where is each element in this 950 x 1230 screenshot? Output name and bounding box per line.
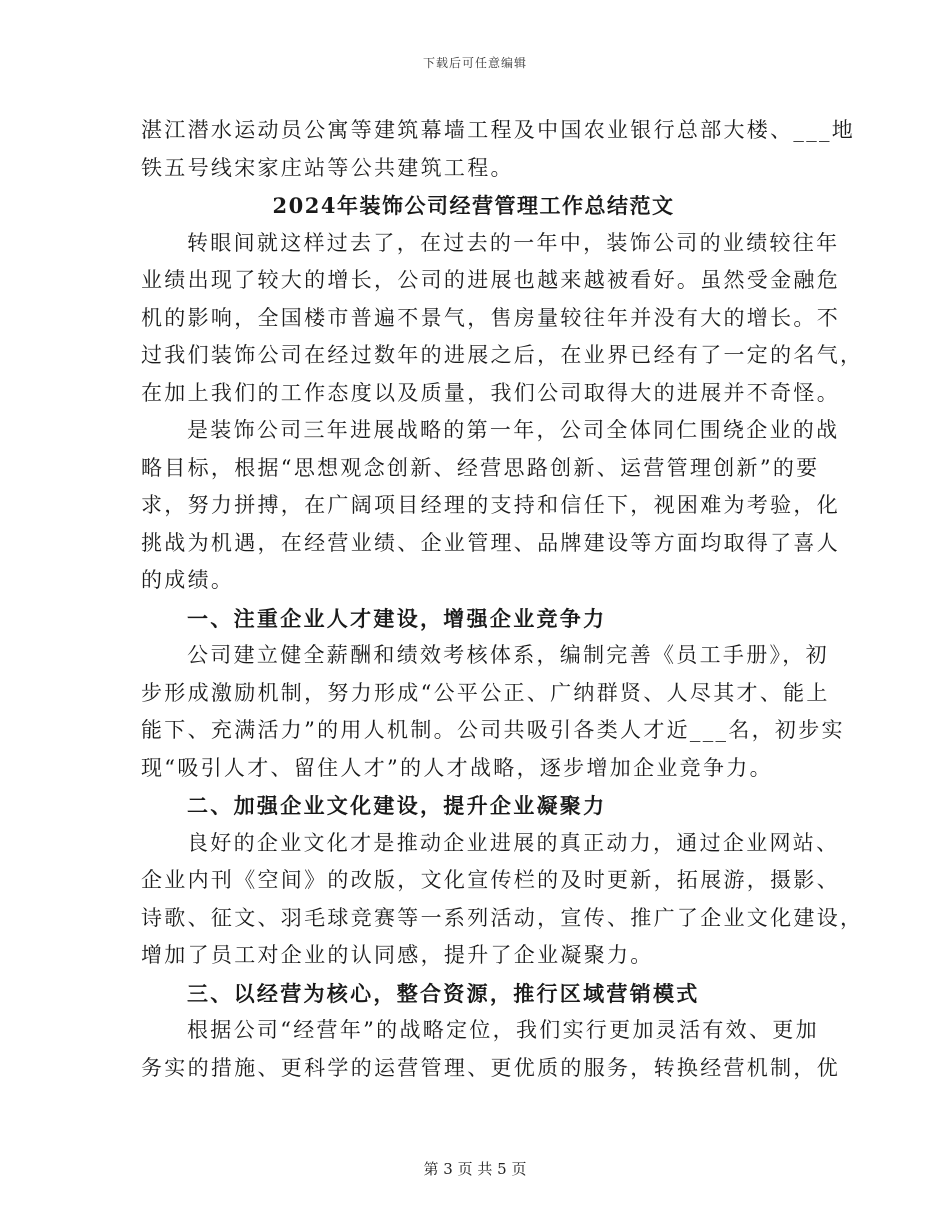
body-line: 求，努力拼搏，在广阔项目经理的支持和信任下，视困难为考验，化: [141, 493, 840, 517]
body-line: 能下、充满活力”的用人机制。公司共吸引各类人才近___名，初步实: [141, 718, 845, 742]
paragraph-first-line: 公司建立健全薪酬和绩效考核体系，编制完善《员工手册》，初: [187, 643, 829, 667]
body-line: 增加了员工对企业的认同感，提升了企业凝聚力。: [141, 943, 654, 967]
document-body: [141, 112, 864, 1087]
body-line: 湛江潜水运动员公寓等建筑幕墙工程及中国农业银行总部大楼、___地: [141, 118, 856, 142]
document-title: 2024年装饰公司经营管理工作总结范文: [272, 193, 675, 218]
body-line: 过我们装饰公司在经过数年的进展之后，在业界已经有了一定的名气，: [141, 343, 864, 367]
paragraph-first-line: 良好的企业文化才是推动企业进展的真正动力，通过企业网站、: [187, 830, 840, 855]
paragraph-first-line: 是装饰公司三年进展战略的第一年，公司全体同仁围绕企业的战: [187, 418, 840, 442]
page-header: 下载后可任意编辑: [422, 56, 527, 70]
section-heading-1: 一、注重企业人才建设，增强企业竞争力: [187, 605, 607, 631]
body-line: 在加上我们的工作态度以及质量，我们公司取得大的进展并不奇怪。: [141, 380, 840, 405]
body-line: 机的影响，全国楼市普遍不景气，售房量较往年并没有大的增长。不: [141, 305, 840, 330]
section-heading-2: 二、加强企业文化建设，提升企业凝聚力: [187, 793, 607, 818]
body-line: 务实的措施、更科学的运营管理、更优质的服务，转换经营机制，优: [141, 1055, 840, 1080]
body-line: 业绩出现了较大的增长，公司的进展也越来越被看好。虽然受金融危: [141, 268, 840, 292]
body-line: 挑战为机遇，在经营业绩、企业管理、品牌建设等方面均取得了喜人: [141, 530, 840, 555]
paragraph-first-line: 转眼间就这样过去了，在过去的一年中，装饰公司的业绩较往年: [187, 230, 840, 255]
page-footer: 第 3 页 共 5 页: [423, 1160, 527, 1178]
body-line: 企业内刊《空间》的改版，文化宣传栏的及时更新，拓展游，摄影、: [141, 868, 840, 892]
body-line: 诗歌、征文、羽毛球竞赛等一系列活动，宣传、推广了企业文化建设，: [141, 905, 864, 930]
body-line: 的成绩。: [141, 568, 235, 592]
section-heading-3: 三、以经营为核心，整合资源，推行区域营销模式: [187, 980, 700, 1006]
paragraph-first-line: 根据公司“经营年”的战略定位，我们实行更加灵活有效、更加: [187, 1018, 819, 1042]
body-line: 现“吸引人才、留住人才”的人才战略，逐步增加企业竞争力。: [141, 755, 773, 780]
body-line: 略目标，根据“思想观念创新、经营思路创新、运营管理创新”的要: [141, 455, 820, 480]
body-line: 步形成激励机制，努力形成“公平公正、广纳群贤、人尽其才、能上: [141, 680, 830, 705]
body-line: 铁五号线宋家庄站等公共建筑工程。: [141, 155, 514, 180]
